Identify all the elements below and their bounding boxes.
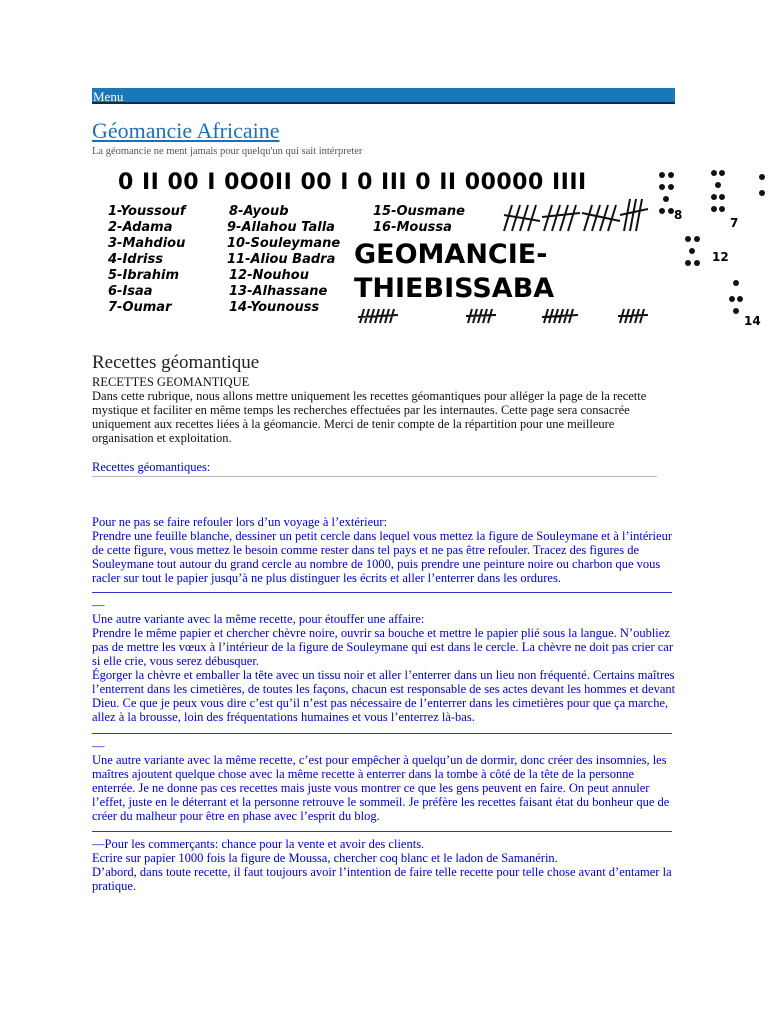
banner-name: 8-Ayoub: [229, 204, 289, 219]
geomantic-figures: [659, 170, 765, 314]
divider: [92, 733, 672, 734]
section-subtitle: RECETTES GEOMANTIQUE: [92, 375, 250, 389]
recipe-title: Pour ne pas se faire refouler lors d’un voyage à l’extérieur:: [92, 515, 388, 529]
section-title: Recettes géomantique: [92, 352, 260, 373]
banner-name: 2-Adama: [108, 220, 173, 235]
section-intro: [92, 389, 672, 445]
banner-name: 7-Oumar: [108, 300, 172, 315]
banner-name: 6-Isaa: [108, 284, 153, 299]
site-tagline: La géomancie ne ment jamais pour quelqu'un qui sait intérpreter: [92, 146, 363, 157]
recipe-body: D’abord, dans toute recette, il faut toujours avoir l’intention de faire telle recette pour telle chose avant d’entamer la pratique.: [92, 865, 672, 893]
recipe-body: Égorger la chèvre et emballer la tête avec un tissu noir et aller l’enterrer dans un lieu non fréquenté. Certains maîtres l’enterrent dans les cimetières, de toutes les façons, chacun est responsable de ses actes devant les hommes et devant Dieu. Ce que je peux vous dire c’est qu’il n’est pas nécessaire de l’enterrer dans les cimetières pour que ça marche, allez à la brousse, loin des fréquentations humaines et vous l’enterrez là-bas.: [92, 668, 676, 724]
geomancy-banner-image: [92, 163, 768, 341]
menu-bar[interactable]: [92, 88, 675, 104]
figure-number: 8: [674, 208, 683, 222]
banner-name: 9-Allahou Talla: [227, 220, 335, 235]
menu-label[interactable]: Menu: [93, 89, 124, 104]
divider: [92, 831, 672, 832]
banner-name: 12-Nouhou: [229, 268, 309, 283]
banner-name: 16-Moussa: [373, 220, 452, 235]
divider: [92, 592, 672, 593]
recipe-body: Prendre une feuille blanche, dessiner un petit cercle dans lequel vous mettez la figure de Souleymane et à l’intérieur de cette figure, vous mettez le besoin comme rester dans tel pays et ne pas être refouler. Tracez des figures de Souleymane tout autour du grand cercle au nombre de 1000, puis prendre une peinture noire ou charbon que vous racler sur tout le papier jusqu’à ne plus distinguer les écrits et aller l’enterrer dans les ordures.: [92, 529, 672, 585]
banner-name: 1-Youssouf: [108, 204, 186, 219]
banner-name: 10-Souleymane: [227, 236, 341, 251]
recipe-dash: —: [92, 598, 105, 612]
tally-marks-bottom: [358, 309, 648, 323]
banner-name: 4-Idriss: [108, 252, 163, 267]
figure-numbers: [674, 208, 761, 328]
banner-big-line-2: THIEBISSABA: [354, 273, 555, 304]
figure-number: 12: [712, 250, 729, 264]
recipe-body: Prendre le même papier et chercher chèvre noire, ouvrir sa bouche et mettre le papier plié sous la langue. N’oubliez pas de mettre les vœux à l’intérieur de la figure de Souleymane qui est dans le cercle. La chèvre ne doit pas crier car si elle crie, vous serez débusquer.: [92, 626, 673, 668]
recipe-title: Une autre variante avec la même recette, pour étouffer une affaire:: [92, 612, 425, 626]
banner-name: 14-Younouss: [229, 300, 320, 315]
tally-marks-top: [504, 199, 648, 231]
banner-name: 15-Ousmane: [373, 204, 465, 219]
recipe-body: Une autre variante avec la même recette, c’est pour empêcher à quelqu’un de dormir, donc créer des insomnies, les maîtres ajoutent quelque chose avec la même recette à enterrer dans la tombe à côté de la tête de la personne enterrée. Je ne donne pas ces recettes mais juste vous montrer ce que les gens peuvent en faire. On peut annuler l’effet, juste en le déterrant et la personne retrouve le sommeil. Je préfère les recettes faisant état du bonheur que de créer du malheur pour être en phase avec l’esprit du blog.: [92, 753, 670, 823]
recipe-block: [92, 739, 676, 823]
banner-name: 5-Ibrahim: [108, 268, 180, 283]
recipe-body: Ecrire sur papier 1000 fois la figure de Moussa, chercher coq blanc et le ladon de Samanérin.: [92, 851, 558, 865]
banner-sequence: 0 II 00 I 0O0II 00 I 0 III 0 II 00000 IIII: [118, 170, 587, 195]
banner-name: 3-Mahdiou: [108, 236, 186, 251]
banner-name: 13-Alhassane: [229, 284, 328, 299]
figure-number: 14: [744, 314, 761, 328]
recipe-dash: —: [92, 739, 105, 753]
figure-number: 7: [730, 216, 739, 230]
recipe-block: [92, 837, 676, 893]
intro-paragraph: Dans cette rubrique, nous allons mettre uniquement les recettes géomantiques pour alléger la page de la recette mystique et faciliter en même temps les recherches effectuées par les internautes. Cette page sera consacrée uniquement aux recettes liées à la géomancie. Merci de tenir compte de la répartition pour une meilleure organisation et exploitation.: [92, 389, 647, 445]
banner-big-line-1: GEOMANCIE-: [354, 239, 548, 270]
banner-name: 11-Aliou Badra: [227, 252, 336, 267]
site-title-link[interactable]: Géomancie Africaine: [92, 118, 280, 143]
recipe-title: —Pour les commerçants: chance pour la vente et avoir des clients.: [92, 837, 425, 851]
divider: [92, 476, 657, 477]
recipe-block: [92, 515, 676, 585]
recipe-block: [92, 598, 676, 724]
recipes-heading: Recettes géomantiques:: [92, 460, 211, 474]
